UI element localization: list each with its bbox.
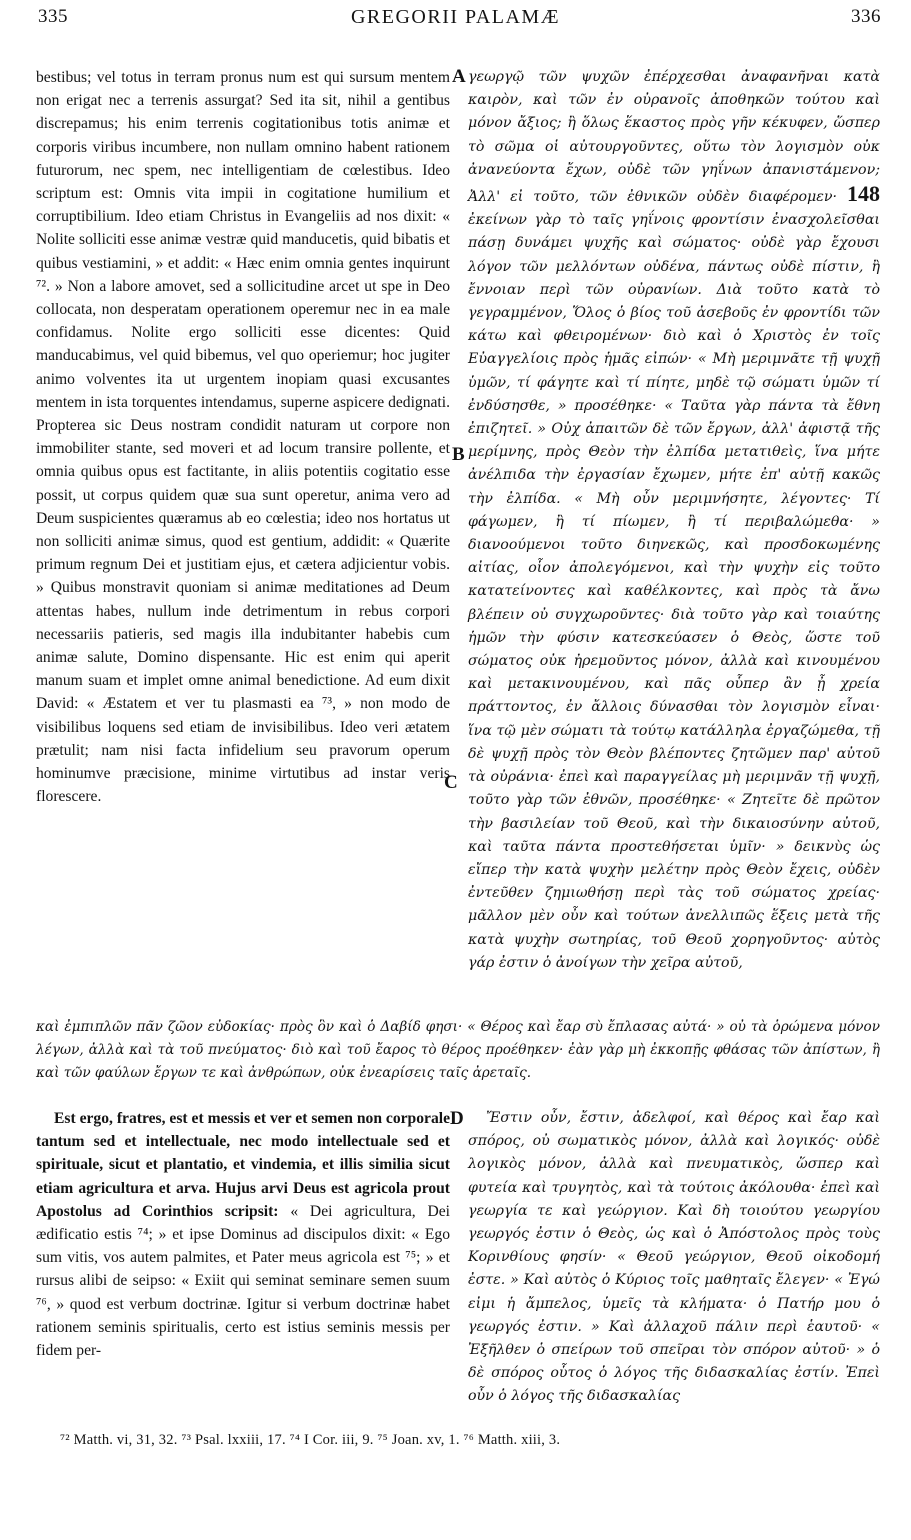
greek-span-paragraph: καὶ ἐμπιπλῶν πᾶν ζῶον εὐδοκίας· πρὸς ὃν καὶ ὁ Δαβίδ φησι· « Θέρος καὶ ἔαρ σὺ ἔπλασας αὐτά· » οὐ τὰ ὁρώμενα μόνον λέγων, ἀλλὰ καὶ τὰ τοῦ πνεύματος· διὸ καὶ τοῦ ἔαρος τὸ θέρος προέθηκεν· ἐὰν γὰρ μὴ ἐκκοπῇς φθάσας τῶν ἀπίστων, ἢ καὶ τῶν φαύλων ἔργων τε καὶ ἀνθρώπων, οὐκ ἐνεαρίσεις ταῖς ἀρεταῖς. [36,1019,880,1081]
latin-column-bottom [36,1107,450,1362]
greek-full-width-passage [36,1016,880,1085]
margin-letter-d: D [450,1108,464,1129]
latin-bottom-text: « Dei agricultura, Dei ædificatio estis ⁷⁴; » et ipse Dominus ad discipulos dixit: « Ego sum vitis, vos autem palmites, et Pater meus agricola est ⁷⁵; » et rursus alibi de seipso: « Exiit qui seminat seminare semen suum ⁷⁶, » quod est verbum doctrinæ. Igitur si verbum doctrinæ habet rationem seminis spiritualis, certo est istius seminis messis per fidem per- [36,1202,451,1360]
greek-paragraph-top [468,66,880,975]
greek-text-before-section: γεωργῷ τῶν ψυχῶν ἐπέρχεσθαι ἀναφανῆναι κατὰ καιρὸν, καὶ τῶν ἐν οὐρανοῖς ἀποθηκῶν τούτου καὶ μόνον ἄξιος; ἢ ὅλως ἕκαστος πρὸς γῆν κέκυφεν, ὥσπερ τὸ σῶμα οἱ αὐτουργοῦντες, οὕτω τὸν λογισμὸν οὐκ ἀνανεύοντα ἔχων, οὐδὲ τῶν γηΐνων ἀπανιστάμενον; Ἀλλ' εἰ τοῦτο, τῶν ἐθνικῶν οὐδὲν διαφέρομεν· [468,69,880,206]
section-number: 148 [847,181,880,207]
latin-paragraph-bottom [36,1107,450,1362]
greek-paragraph-bottom: Ἔστιν οὖν, ἔστιν, ἀδελφοί, καὶ θέρος καὶ ἔαρ καὶ σπόρος, οὐ σωματικὸς μόνον, ἀλλὰ καὶ λογικός· οὐδὲ λογικὸς μόνον, ἀλλὰ καὶ πνευματικὸς, ὥσπερ καὶ φυτεία καὶ τρυγητὸς, καὶ τὰ τούτοις ἀκόλουθα· ἐπεὶ καὶ γεωργία τε καὶ γεώργιον. Καὶ δὴ τοιούτου γεωργίου γεωργός ἐστιν ὁ Θεὸς, ὡς καὶ ὁ Ἀπόστολος πρὸς τοὺς Κορινθίους φησίν· « Θεοῦ γεώργιον, Θεοῦ οἰκοδομή ἐστε. » Καὶ αὐτὸς ὁ Κύριος τοῖς μαθηταῖς ἔλεγεν· « Ἐγώ εἰμι ἡ ἄμπελος, ὑμεῖς τὰ κλήματα· ὁ Πατήρ μου ὁ γεωργός ἐστιν. » Καὶ ἀλλαχοῦ πάλιν περὶ ἑαυτοῦ· « Ἐξῆλθεν ὁ σπείρων τοῦ σπεῖραι τὸν σπόρον αὐτοῦ· » ὁ δὲ σπόρος οὗτος ὁ λόγος τῆς διδασκαλίας ἐστίν. Ἐπεὶ οὖν ὁ λόγος τῆς διδασκαλίας [468,1110,880,1405]
page-number-left: 335 [38,6,68,27]
greek-column-bottom [468,1107,880,1409]
running-title: GREGORII PALAMÆ [350,6,560,28]
margin-letter-b: B [452,444,465,465]
page-number-right: 336 [851,6,881,27]
margin-letter-c: C [444,772,458,793]
latin-bold-opening: Est ergo, fratres, est et messis et ver et semen non corporale tantum sed et intellectuale, nec modo intellectuale sed et spirituale, sicut et plantatio, et vindemia, et illis similia sicut etiam agricultura et arva. Hujus arvi Deus est agricola prout Apostolus ad Corinthios scripsit: [36,1110,450,1220]
footnotes: ⁷² Matth. vi, 31, 32. ⁷³ Psal. lxxiii, 17. ⁷⁴ I Cor. iii, 9. ⁷⁵ Joan. xv, 1. ⁷⁶ Matth. xiii, 3. [60,1432,561,1448]
latin-paragraph-top: bestibus; vel totus in terram pronus num est qui sursum mentem non erigat nec a terrenis assurgat? Sed ita sit, nihil a gentibus discrepamus; his enim terrenis cogitationibus totis animæ et corporis viribus incumbere, non nullam omnino habent rationem futurorum, nec spem, nec intelligentiam de cœlestibus. Ideo scriptum est: Omnis vita impii in cogitatione humilium et corruptibilium. Ideo etiam Christus in Evangeliis ad nos dixit: « Nolite solliciti esse animæ vestræ quid manducetis, quid bibatis et quibus vestiamini, » et addit: « Hæc enim omnia gentes inquirunt ⁷². » Non a labore amovet, sed a sollicitudine arcet ut spe in Deo collocata, non desperatam operationem operemur nec in ea male confidamus. Nolite ergo solliciti esse dicentes: Quid manducabimus, vel quid bibemus, vel quo operiemur; hoc jugiter animo volventes ita ut urgentem inopiam quasi excusantes mentem in ista torquentes intendamus, superne aspicere dedignati. Propterea sic Deus nostram condidit naturam ut corpore non immobiliter stante, sed moveri et ad locum transire pollente, et omnia quibus opus est factitante, in aliis potentiis cogitatio esse possit, ut corpus quidem quæ sua sunt operetur, anima vero ad Deum suspicientes quæramus ab eo cœlestia; ideo nos hortatus ut non solliciti animæ simus, quod est gentium, addidit: « Quærite primum regnum Dei et justitiam ejus, et cætera adjicientur vobis. » Quibus monstravit quoniam si animæ meditationes ad Deum attentas habes, nullum inde detrimentum in rebus corpori necessariis patieris, sed magis illa indubitanter habebis cum animæ salute, Domino dispensante. Hic est enim qui aperit manum suam et implet omne animal benedictione. Ad eum dixit David: « Æstatem et ver tu plasmasti ea ⁷³, » non modo de visibilibus loquens sed etiam de invisibilibus. Ideo veri ætatem prætulit; nam nisi facta infidelium seu pravorum operum hominumve præcisione, minime virtutibus ad instar veris florescere. [36,69,450,806]
greek-column-top [468,66,880,975]
latin-column-top [36,66,450,809]
margin-letter-a: A [452,66,466,87]
greek-text-after-section: ἐκείνων γὰρ τὸ ταῖς γηΐνοις φροντίσιν ἐνασχολεῖσθαι πάσῃ δυνάμει ψυχῆς καὶ σώματος· οὐδὲ γὰρ ἔχουσι λόγον τῶν μελλόντων οὐδένα, πάντως οὐδὲ πίστιν, ἢ ἔννοιαν περὶ τῶν οὐρανίων. Διὰ τοῦτο κατὰ τὸ γεγραμμένον, Ὅλος ὁ βίος τοῦ ἀσεβοῦς ἐν φροντίδι τῶν κάτω καὶ φθειρομένων· διὸ καὶ ὁ Χριστὸς ἐν τοῖς Εὐαγγελίοις πρὸς ἡμᾶς εἰπών· « Μὴ μεριμνᾶτε τῇ ψυχῇ ὑμῶν, τί φάγητε καὶ τί πίητε, μηδὲ τῷ σώματι ὑμῶν τί ἐνδύσησθε, » προσέθηκε· « Ταῦτα γὰρ πάντα τὰ ἔθνη ἐπιζητεῖ. » Οὐχ ἀπαιτῶν δὲ τῶν ἔργων, ἀλλ' ἀφιστᾷ τῆς μερίμνης, πρὸς Θεὸν τὴν ἐλπίδα μετατιθεὶς, ἵνα μήτε ἀνέλπιδα τὴν ἐργασίαν ἔχωμεν, μήτε ἐπ' αὐτῇ κακῶς τὴν ἐλπίδα. « Μὴ οὖν μεριμνήσητε, λέγοντες· Τί φάγωμεν, ἢ τί πίωμεν, ἢ τί περιβαλώμεθα· » διανοούμενοι τοῦτο διηνεκῶς, καὶ προσδοκωμένης αἰτίας, οἷον ἀπολεγόμενοι, καὶ τὴν ψυχὴν εἰς τοῦτο κατατείνοντες καὶ καθέλκοντες, καὶ πρὸς τὰ ἄνω βλέπειν οὐ συγχωροῦντες· διὰ τοῦτο γὰρ καὶ τοιαύτης ἡμῶν τὴν φύσιν κατεσκεύασεν ὁ Θεὸς, ὥστε τοῦ σώματος οὐκ ἠρεμοῦντος μόνον, ἀλλὰ καὶ κινουμένου καὶ μετακινουμένου, καὶ πᾶς οὗπερ ἂν ᾖ χρεία πράττοντος, ἐν ἄλλοις δύνασθαι τὸν λογισμὸν εἶναι· ἵνα τῷ μὲν σώματι τὰ τούτῳ κατάλληλα ἐργαζώμεθα, τῇ δὲ ψυχῇ πρὸς τὸν Θεὸν βλέποντες ζητῶμεν παρ' αὐτοῦ τὰ οὐράνια· ἐπεὶ καὶ παραγγείλας μὴ μεριμνᾶν τῇ ψυχῇ, τοῦτο γὰρ τῶν ἐθνῶν, προσέθηκε· « Ζητεῖτε δὲ πρῶτον τὴν βασιλείαν τοῦ Θεοῦ, καὶ τὴν δικαιοσύνην αὐτοῦ, καὶ ταῦτα πάντα προστεθήσεται ὑμῖν· » δεικνὺς ὡς εἴπερ τὴν κατὰ ψυχὴν μελέτην πρὸς Θεὸν ἔχεις, οὐδὲν ἐντεῦθεν ζημιωθήσῃ περὶ τὰς τοῦ σώματος χρείας· μᾶλλον μὲν οὖν καὶ τούτων ἀνελλιπῶς ἕξεις μετὰ τῆς κατὰ ψυχὴν σωτηρίας, τοῦ Θεοῦ χορηγοῦντος· αὐτὸς γάρ ἐστιν ὁ ἀνοίγων τὴν χεῖρα αὐτοῦ, [468,212,880,971]
